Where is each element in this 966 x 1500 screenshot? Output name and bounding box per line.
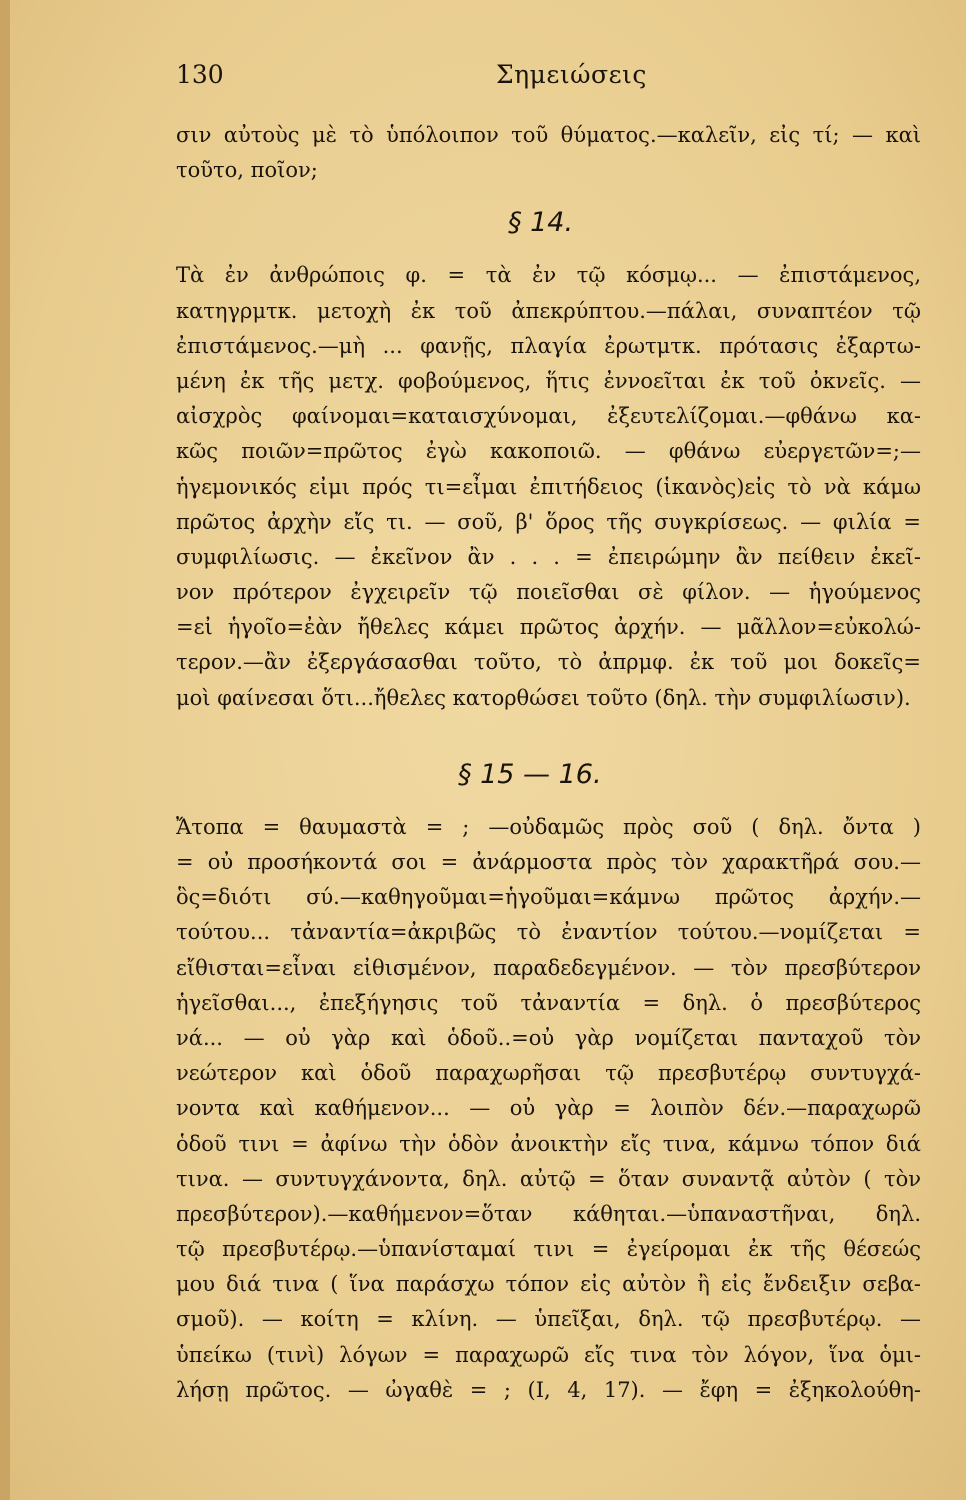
text-line: Τὰ ἐν ἀνθρώποις φ. = τὰ ἐν τῷ κόσμῳ... — ἐπιστάμενος, — [176, 263, 921, 288]
text-line: ὑπείκω (τινὶ) λόγων = παραχωρῶ εἴς τινα τὸν λόγον, ἵνα ὁμι- — [176, 1342, 921, 1367]
text-line: κατηγρμτκ. μετοχὴ ἐκ τοῦ ἀπεκρύπτου.—πάλαι, συναπτέον τῷ — [176, 298, 921, 323]
text-line: = οὐ προσήκοντά σοι = ἀνάρμοστα πρὸς τὸν χαρακτῆρά σου.— — [176, 850, 921, 874]
text-line: ἡγεμονικός εἰμι πρός τι=εἶμαι ἐπιτήδειος (ἱκανὸς)εἰς τὸ νὰ κάμω — [176, 474, 921, 499]
text-line: μοὶ φαίνεσαι ὅτι...ἤθελες κατορθώσει τοῦτο (δηλ. τὴν συμφιλίωσιν). — [176, 685, 911, 710]
text-line: τῷ πρεσβυτέρῳ.—ὑπανίσταμαί τινι = ἐγείρομαι ἐκ τῆς θέσεώς — [176, 1237, 921, 1262]
text-line: κῶς ποιῶν=πρῶτος ἐγὼ κακοποιῶ. — φθάνω εὐεργετῶν=;— — [176, 439, 921, 464]
text-line: σμοῦ). — κοίτη = κλίνη. — ὑπεῖξαι, δηλ. τῷ πρεσβυτέρῳ. — — [176, 1307, 921, 1332]
paragraph-section-15-16 — [176, 810, 921, 1408]
text-line: πρῶτος ἀρχὴν εἴς τι. — σοῦ, β' ὅρος τῆς συγκρίσεως. — φιλία = — [176, 509, 921, 534]
text-line: νοντα καὶ καθήμενον... — οὐ γὰρ = λοιπὸν δέν.—παραχωρῶ — [176, 1096, 921, 1121]
text-line: μου διά τινα ( ἵνα παράσχω τόπον εἰς αὐτὸν ἢ εἰς ἔνδειξιν σεβα- — [176, 1272, 921, 1297]
page-header — [176, 60, 921, 96]
text-line: μένη ἐκ τῆς μετχ. φοβούμενος, ἥτις ἐννοεῖται ἐκ τοῦ ὀκνεῖς. — — [176, 368, 921, 393]
text-line: εἴθισται=εἶναι εἰθισμένον, παραδεδεγμένον. — τὸν πρεσβύτερον — [176, 955, 921, 980]
text-line: ἐπιστάμενος.—μὴ ... φανῇς, πλαγία ἐρωτμτκ. πρότασις ἐξαρτω- — [176, 333, 921, 358]
running-title: Σημειώσεις — [496, 60, 647, 89]
text-line: τούτου... τἀναντία=ἀκριβῶς τὸ ἐναντίον τούτου.—νομίζεται = — [176, 920, 921, 945]
text-line: ἡγεῖσθαι..., ἐπεξήγησις τοῦ τἀναντία = δηλ. ὁ πρεσβύτερος — [176, 990, 921, 1015]
text-line: λήσῃ πρῶτος. — ὠγαθὲ = ; (I, 4, 17). — ἔφη = ἐξηκολούθη- — [176, 1377, 921, 1402]
text-line: =εἰ ἡγοῖο=ἐὰν ἤθελες κάμει πρῶτος ἀρχήν. — μᾶλλον=εὐκολώ- — [176, 615, 921, 640]
text-line: νον πρότερον ἐγχειρεῖν τῷ ποιεῖσθαι σὲ φίλον. — ἡγούμενος — [176, 580, 921, 605]
text-line: νά... — οὐ γὰρ καὶ ὁδοῦ..=οὐ γὰρ νομίζεται πανταχοῦ τὸν — [176, 1025, 921, 1050]
text-line: τερον.—ἂν ἐξεργάσασθαι τοῦτο, τὸ ἀπρμφ. ἐκ τοῦ μοι δοκεῖς= — [176, 650, 921, 675]
section-heading-15-16: § 15 — 16. — [458, 758, 602, 790]
section-heading-14: § 14. — [508, 207, 574, 239]
text-line: νεώτερον καὶ ὁδοῦ παραχωρῆσαι τῷ πρεσβυτέρῳ συντυγχά- — [176, 1061, 921, 1086]
text-line: συμφιλίωσις. — ἐκεῖνον ἂν . . . = ἐπειρώμην ἂν πείθειν ἐκεῖ- — [176, 544, 921, 569]
text-line: πρεσβύτερον).—καθήμενον=ὅταν κάθηται.—ὑπαναστῆναι, δηλ. — [176, 1201, 921, 1226]
page-body — [176, 118, 921, 1408]
text-line: ὁδοῦ τινι = ἀφίνω τὴν ὁδὸν ἀνοικτὴν εἴς τινα, κάμνω τόπον διά — [176, 1131, 921, 1156]
page-edge — [0, 0, 10, 1500]
text-line: Ἄτοπα = θαυμαστὰ = ; —οὐδαμῶς πρὸς σοῦ ( δηλ. ὄντα ) — [176, 814, 921, 839]
text-line: αἰσχρὸς φαίνομαι=καταισχύνομαι, ἐξευτελίζομαι.—φθάνω κα- — [176, 404, 921, 429]
page-number: 130 — [176, 60, 224, 89]
paragraph-section-14 — [176, 258, 921, 715]
paragraph-intro — [176, 118, 921, 188]
text-line: τοῦτο, ποῖον; — [176, 158, 318, 183]
text-line: σιν αὐτοὺς μὲ τὸ ὑπόλοιπον τοῦ θύματος.—καλεῖν, εἰς τί; — καὶ — [176, 123, 921, 147]
text-line: τινα. — συντυγχάνοντα, δηλ. αὐτῷ = ὅταν συναντᾷ αὐτὸν ( τὸν — [176, 1166, 921, 1191]
text-line: ὃς=διότι σύ.—καθηγοῦμαι=ἡγοῦμαι=κάμνω πρῶτος ἀρχήν.— — [176, 885, 921, 910]
